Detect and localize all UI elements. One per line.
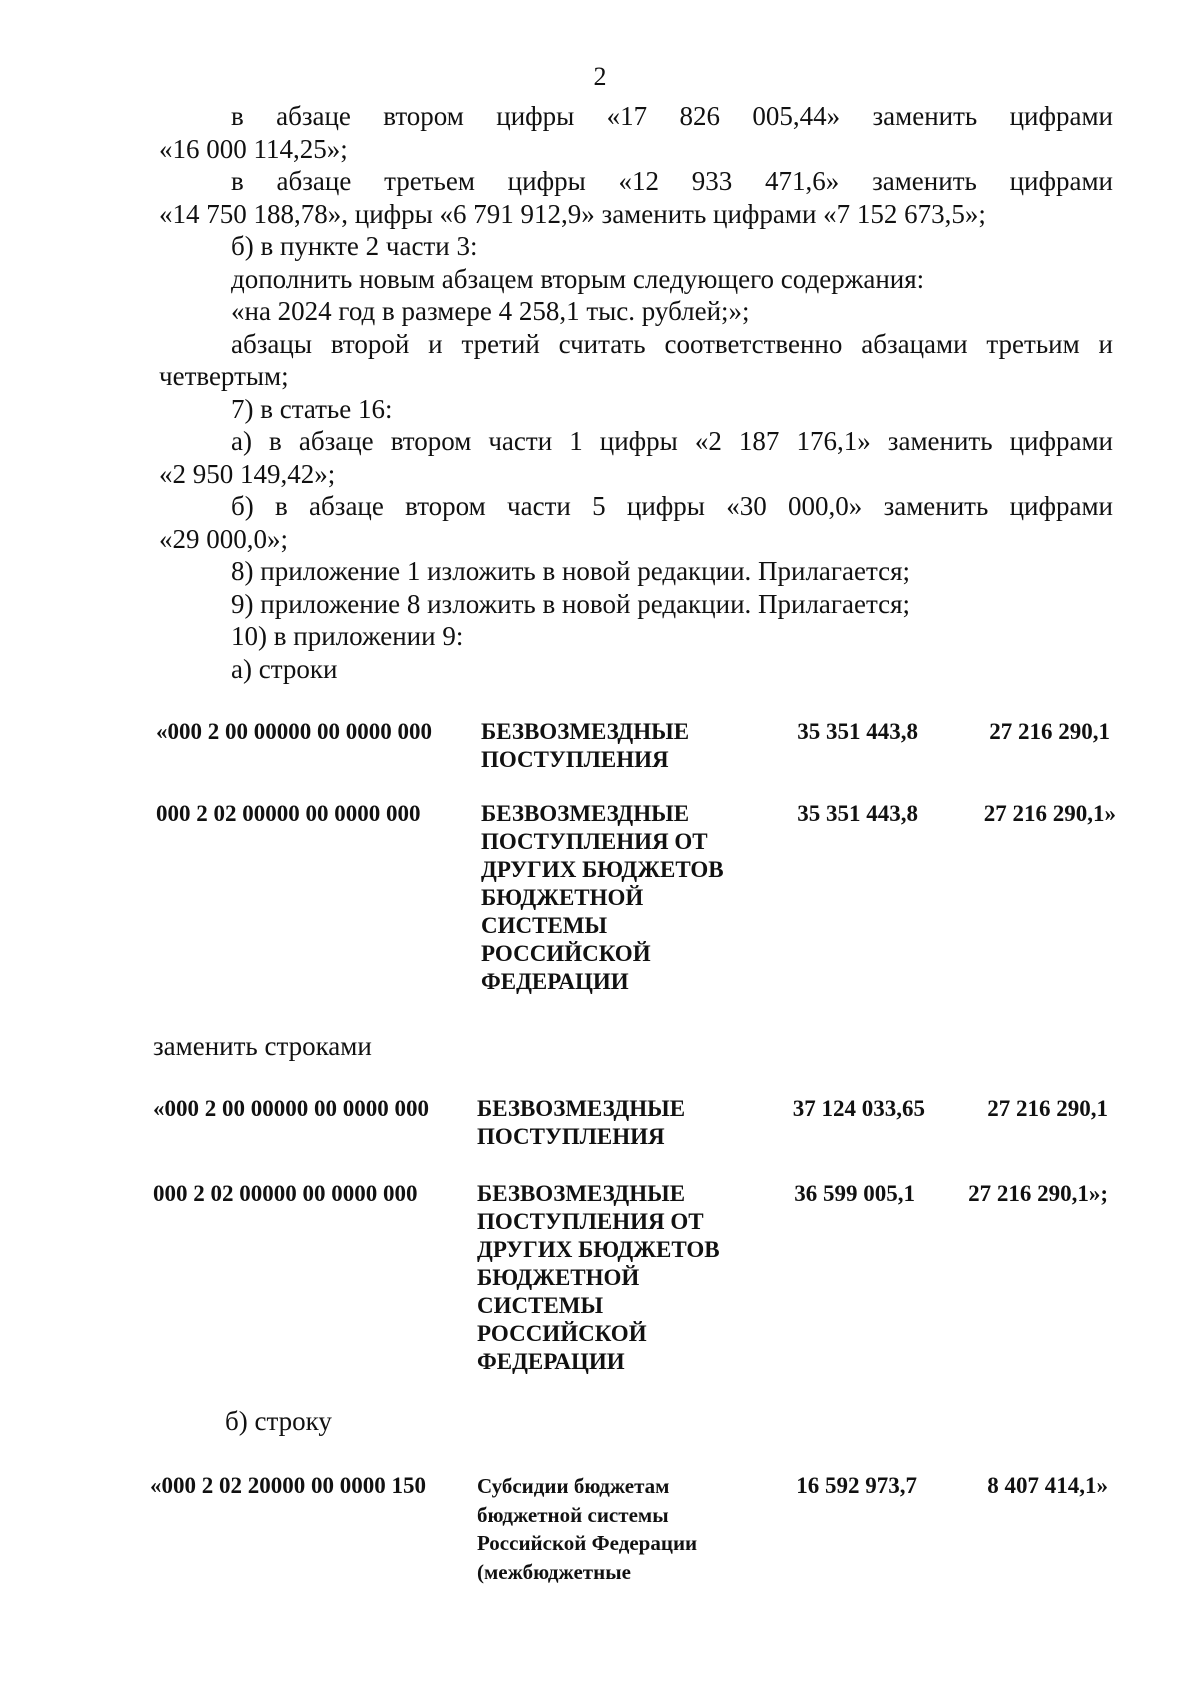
paragraph: 10) в приложении 9: [231, 621, 464, 651]
row-value-2: 27 216 290,1 [989, 719, 1110, 744]
row-value-2: 27 216 290,1»; [968, 1181, 1108, 1206]
paragraph: 7) в статье 16: [231, 393, 393, 424]
row-value-1: 35 351 443,8 [797, 719, 918, 744]
row-name: БЕЗВОЗМЕЗДНЫЕ ПОСТУПЛЕНИЯ ОТ ДРУГИХ БЮДЖЕТОВ БЮДЖЕТНОЙ СИСТЕМЫ РОССИЙСКОЙ ФЕДЕРАЦИИ [477, 1181, 720, 1374]
row-value-1: 35 351 443,8 [797, 801, 918, 826]
row-name: БЕЗВОЗМЕЗДНЫЕ ПОСТУПЛЕНИЯ [477, 1096, 686, 1149]
document-body [159, 100, 1113, 685]
paragraph: «29 000,0»; [159, 523, 289, 554]
paragraph: а) в абзаце втором части 1 цифры «2 187 176,1» заменить цифрами [231, 426, 1113, 456]
row-code: «000 2 00 00000 00 0000 000 [156, 719, 432, 744]
paragraph: б) в пункте 2 части 3: [231, 231, 478, 261]
paragraph: а) строки [231, 653, 338, 684]
row-code: «000 2 00 00000 00 0000 000 [153, 1096, 429, 1121]
row-name: Субсидии бюджетам бюджетной системы Российской Федерации (межбюджетные [477, 1474, 698, 1584]
paragraph: «2 950 149,42»; [159, 458, 336, 489]
paragraph: в абзаце втором цифры «17 826 005,44» заменить цифрами [231, 101, 1113, 131]
paragraph: «14 750 188,78», цифры «6 791 912,9» заменить цифрами «7 152 673,5»; [159, 198, 986, 229]
row-value-1: 37 124 033,65 [792, 1096, 925, 1121]
paragraph: дополнить новым абзацем вторым следующего содержания: [231, 263, 925, 294]
paragraph: «16 000 114,25»; [159, 133, 348, 164]
paragraph: б) в абзаце втором части 5 цифры «30 000,0» заменить цифрами [231, 491, 1113, 521]
paragraph: абзацы второй и третий считать соответственно абзацами третьим и [231, 328, 1113, 359]
page-number: 2 [593, 62, 607, 91]
replace-label: заменить строками [153, 1031, 372, 1061]
row-name: БЕЗВОЗМЕЗДНЫЕ ПОСТУПЛЕНИЯ ОТ ДРУГИХ БЮДЖЕТОВ БЮДЖЕТНОЙ СИСТЕМЫ РОССИЙСКОЙ ФЕДЕРАЦИИ [481, 801, 724, 994]
row-value-2: 27 216 290,1 [987, 1096, 1108, 1121]
paragraph: в абзаце третьем цифры «12 933 471,6» заменить цифрами [231, 166, 1113, 196]
row-code: 000 2 02 00000 00 0000 000 [153, 1181, 418, 1206]
row-value-1: 36 599 005,1 [794, 1181, 915, 1206]
paragraph: четвертым; [159, 361, 289, 391]
row-value-2: 27 216 290,1» [983, 801, 1116, 826]
row-code: «000 2 02 20000 00 0000 150 [150, 1473, 426, 1498]
row-code: 000 2 02 00000 00 0000 000 [156, 801, 421, 826]
paragraph: 9) приложение 8 изложить в новой редакции. Прилагается; [231, 588, 910, 619]
line-b-label: б) строку [225, 1406, 332, 1436]
paragraph: «на 2024 год в размере 4 258,1 тыс. рублей;»; [231, 296, 750, 326]
paragraph: 8) приложение 1 изложить в новой редакции. Прилагается; [231, 556, 910, 586]
row-value-2: 8 407 414,1» [987, 1473, 1108, 1498]
row-name: БЕЗВОЗМЕЗДНЫЕ ПОСТУПЛЕНИЯ [481, 719, 690, 772]
row-value-1: 16 592 973,7 [796, 1473, 917, 1498]
